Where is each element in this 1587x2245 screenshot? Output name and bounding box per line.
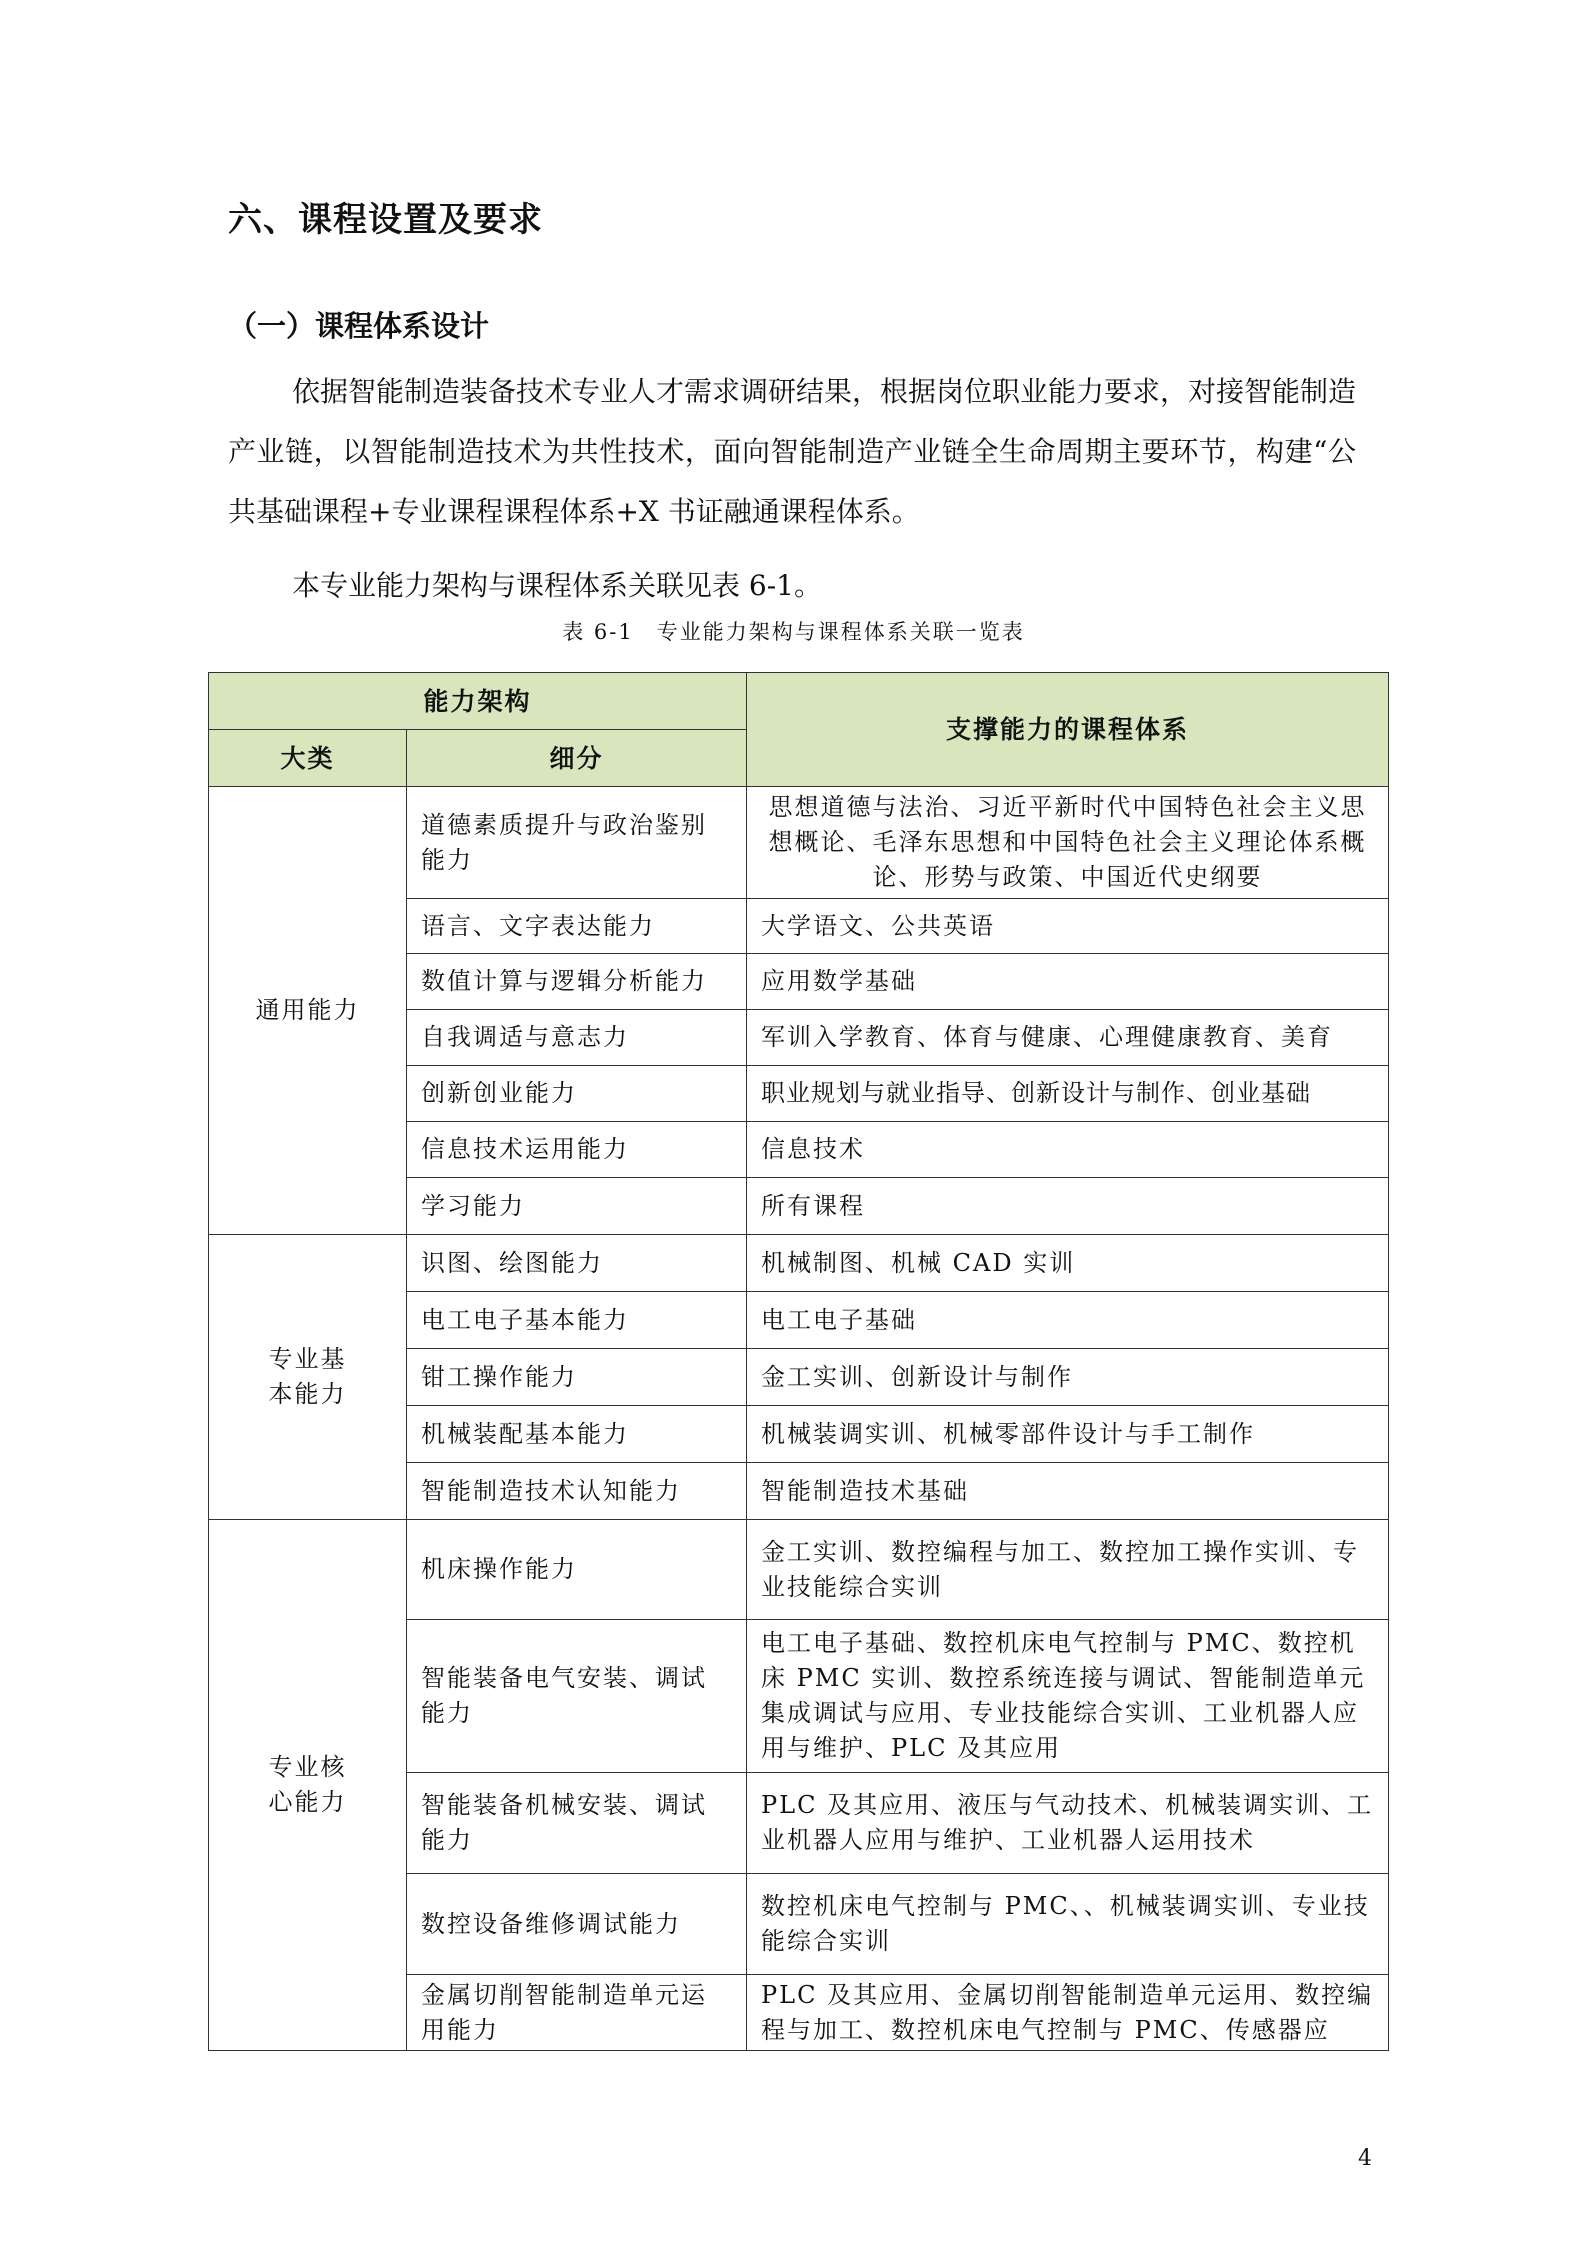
course-cell: 思想道德与法治、习近平新时代中国特色社会主义思想概论、毛泽东思想和中国特色社会主义理论体系概论、形势与政策、中国近代史纲要 — [747, 787, 1389, 899]
course-cell: 职业规划与就业指导、创新设计与制作、创业基础 — [747, 1066, 1389, 1122]
subcategory-cell: 电工电子基本能力 — [407, 1292, 747, 1349]
course-cell: 智能制造技术基础 — [747, 1463, 1389, 1520]
course-cell: 军训入学教育、体育与健康、心理健康教育、美育 — [747, 1010, 1389, 1066]
table-caption: 表 6-1 专业能力架构与课程体系关联一览表 — [562, 620, 1025, 644]
subcategory-cell: 智能制造技术认知能力 — [407, 1463, 747, 1520]
subsection-title: （一）课程体系设计 — [228, 309, 490, 343]
subcategory-cell: 识图、绘图能力 — [407, 1235, 747, 1292]
subcategory-cell: 语言、文字表达能力 — [407, 899, 747, 954]
course-cell: 金工实训、数控编程与加工、数控加工操作实训、专业技能综合实训 — [747, 1520, 1389, 1620]
course-cell: 机械装调实训、机械零部件设计与手工制作 — [747, 1406, 1389, 1463]
course-cell: 机械制图、机械 CAD 实训 — [747, 1235, 1389, 1292]
page-number: 4 — [1358, 2146, 1372, 2171]
header-supporting-courses: 支撑能力的课程体系 — [747, 673, 1389, 787]
intro-paragraph: 依据智能制造装备技术专业人才需求调研结果，根据岗位职业能力要求，对接智能制造产业链，以智能制造技术为共性技术，面向智能制造产业链全生命周期主要环节，构建“公共基础课程+专业课程课程体系+X 书证融通课程体系。 — [228, 375, 1357, 528]
category-cell: 通用能力 — [209, 787, 407, 1235]
table-row — [209, 787, 1389, 899]
subcategory-cell: 道德素质提升与政治鉴别能力 — [407, 787, 747, 899]
subcategory-cell: 数值计算与逻辑分析能力 — [407, 954, 747, 1010]
table-row — [209, 1520, 1389, 1620]
subcategory-cell: 创新创业能力 — [407, 1066, 747, 1122]
course-cell: 所有课程 — [747, 1178, 1389, 1235]
header-subcategory: 细分 — [407, 730, 747, 787]
course-cell: 信息技术 — [747, 1122, 1389, 1178]
course-cell: 数控机床电气控制与 PMC、、机械装调实训、专业技能综合实训 — [747, 1874, 1389, 1975]
ability-course-table — [208, 672, 1389, 2051]
subcategory-cell: 智能装备机械安装、调试能力 — [407, 1773, 747, 1874]
course-cell: PLC 及其应用、液压与气动技术、机械装调实训、工业机器人应用与维护、工业机器人运用技术 — [747, 1773, 1389, 1874]
course-cell: 电工电子基础、数控机床电气控制与 PMC、数控机床 PMC 实训、数控系统连接与调试、智能制造单元集成调试与应用、专业技能综合实训、工业机器人应用与维护、PLC 及其应用 — [747, 1620, 1389, 1773]
table-row — [209, 1235, 1389, 1292]
subcategory-cell: 数控设备维修调试能力 — [407, 1874, 747, 1975]
header-ability-structure: 能力架构 — [209, 673, 747, 730]
course-cell: 应用数学基础 — [747, 954, 1389, 1010]
course-cell: PLC 及其应用、金属切削智能制造单元运用、数控编程与加工、数控机床电气控制与 PMC、传感器应 — [747, 1975, 1389, 2051]
category-cell: 专业核心能力 — [209, 1520, 407, 2051]
subcategory-cell: 信息技术运用能力 — [407, 1122, 747, 1178]
subcategory-cell: 智能装备电气安装、调试能力 — [407, 1620, 747, 1773]
subcategory-cell: 钳工操作能力 — [407, 1349, 747, 1406]
subcategory-cell: 金属切削智能制造单元运用能力 — [407, 1975, 747, 2051]
subcategory-cell: 学习能力 — [407, 1178, 747, 1235]
category-cell: 专业基本能力 — [209, 1235, 407, 1520]
subcategory-cell: 自我调适与意志力 — [407, 1010, 747, 1066]
course-cell: 电工电子基础 — [747, 1292, 1389, 1349]
table-reference-paragraph: 本专业能力架构与课程体系关联见表 6-1。 — [292, 569, 822, 602]
header-category: 大类 — [209, 730, 407, 787]
section-title: 六、课程设置及要求 — [228, 200, 543, 240]
course-cell: 金工实训、创新设计与制作 — [747, 1349, 1389, 1406]
subcategory-cell: 机床操作能力 — [407, 1520, 747, 1620]
course-cell: 大学语文、公共英语 — [747, 899, 1389, 954]
subcategory-cell: 机械装配基本能力 — [407, 1406, 747, 1463]
